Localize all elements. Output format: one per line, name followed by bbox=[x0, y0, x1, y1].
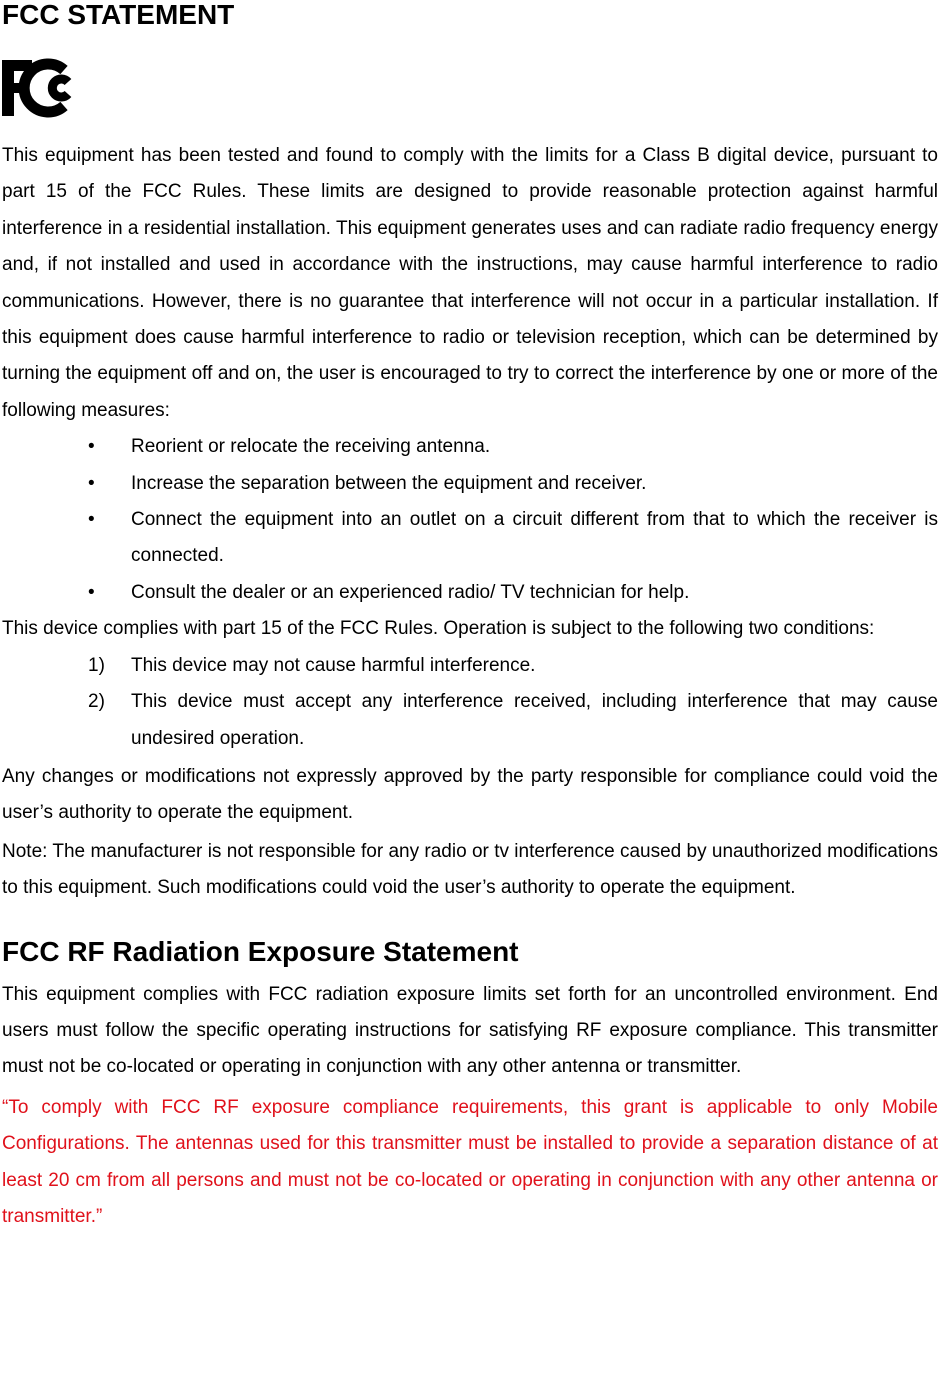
condition-number: 2) bbox=[88, 691, 105, 713]
measure-text: Connect the equipment into an outlet on a circuit different from that to which the receiver is connected. bbox=[131, 509, 938, 567]
list-item bbox=[2, 575, 938, 611]
list-item bbox=[2, 502, 938, 575]
list-item bbox=[2, 648, 938, 684]
fcc-logo-icon bbox=[2, 58, 938, 118]
measure-text: Consult the dealer or an experienced radio/ TV technician for help. bbox=[131, 581, 690, 603]
grant-paragraph: “To comply with FCC RF exposure compliance requirements, this grant is applicable to only Mobile Configurations. The antennas used for this transmitter must be installed to provide a separation distance of at least 20 cm from all persons and must not be co-located or operating in conjunction with any other antenna or transmitter.” bbox=[2, 1096, 938, 1227]
measures-list bbox=[2, 429, 938, 611]
note-paragraph: Note: The manufacturer is not responsible for any radio or tv interference caused by unauthorized modifications to this equipment. Such modifications could void the user’s authority to operate the equipment. bbox=[2, 840, 938, 899]
rf-paragraph: This equipment complies with FCC radiation exposure limits set forth for an uncontrolled environment. End users must follow the specific operating instructions for satisfying RF exposure compliance. This transmitter must not be co-located or operating in conjunction with any other antenna or transmitter. bbox=[2, 983, 938, 1078]
measure-text: Increase the separation between the equipment and receiver. bbox=[131, 472, 647, 494]
condition-number: 1) bbox=[88, 654, 105, 676]
condition-text: This device may not cause harmful interference. bbox=[131, 654, 536, 676]
list-item bbox=[2, 684, 938, 757]
bullet-icon: • bbox=[88, 581, 95, 603]
list-item bbox=[2, 429, 938, 465]
rf-heading: FCC RF Radiation Exposure Statement bbox=[2, 935, 519, 967]
compliance-paragraph: This device complies with part 15 of the FCC Rules. Operation is subject to the following two conditions: bbox=[2, 618, 875, 640]
changes-paragraph: Any changes or modifications not expressly approved by the party responsible for compliance could void the user’s authority to operate the equipment. bbox=[2, 765, 938, 824]
conditions-list bbox=[2, 648, 938, 757]
list-item bbox=[2, 466, 938, 502]
intro-paragraph: This equipment has been tested and found to comply with the limits for a Class B digital device, pursuant to part 15 of the FCC Rules. These limits are designed to provide reasonable protection against harmful interference in a residential installation. This equipment generates uses and can radiate radio frequency energy and, if not installed and used in accordance with the instructions, may cause harmful interference to radio communications. However, there is no guarantee that interference will not occur in a particular installation. If this equipment does cause harmful interference to radio or television reception, which can be determined by turning the equipment off and on, the user is encouraged to try to correct the interference by one or more of the following measures: bbox=[2, 145, 938, 421]
condition-text: This device must accept any interference received, including interference that may cause undesired operation. bbox=[131, 691, 938, 749]
bullet-icon: • bbox=[88, 472, 95, 494]
bullet-icon: • bbox=[88, 509, 95, 531]
page-title: FCC STATEMENT bbox=[2, 0, 235, 30]
document-page bbox=[2, 0, 938, 1235]
measure-text: Reorient or relocate the receiving antenna. bbox=[131, 436, 491, 458]
bullet-icon: • bbox=[88, 436, 95, 458]
